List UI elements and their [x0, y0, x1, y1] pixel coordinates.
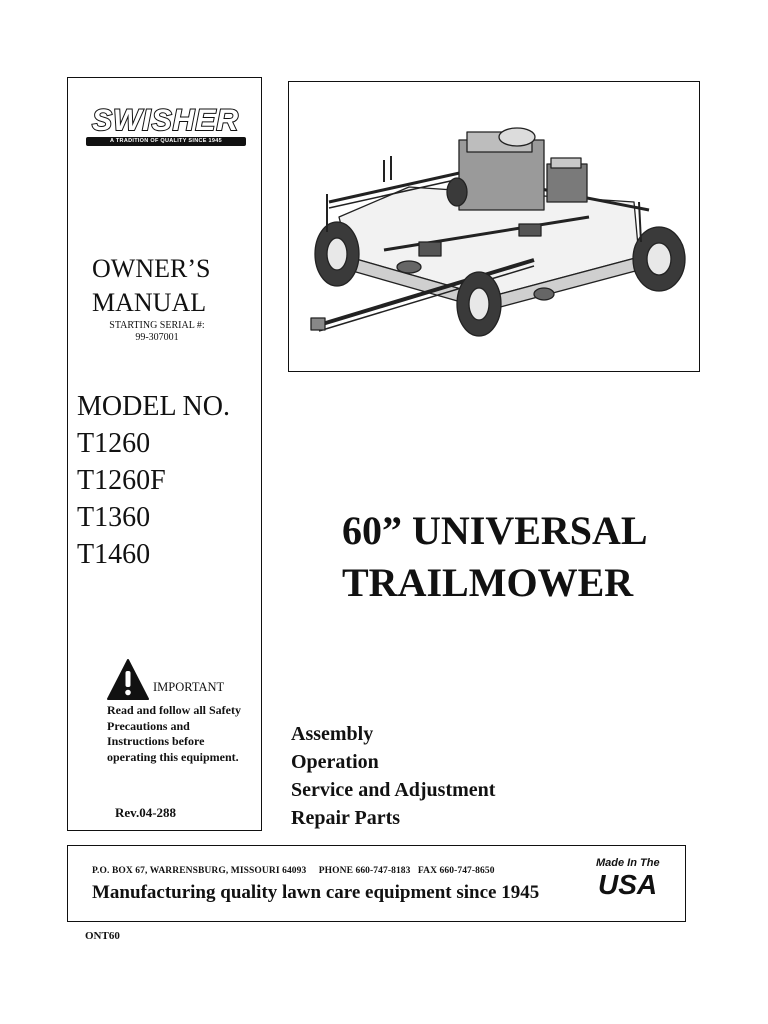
contents-item: Repair Parts — [291, 807, 401, 829]
made-in-country: USA — [598, 869, 658, 900]
contents-list — [291, 720, 495, 832]
contents-item: Service and Adjustment — [291, 779, 496, 801]
company-tagline: Manufacturing quality lawn care equipment since 1945 — [92, 882, 540, 903]
contents-item: Operation — [291, 751, 379, 773]
mower-illustration-frame — [288, 81, 700, 372]
logo-tagline: A TRADITION OF QUALITY SINCE 1945 — [110, 138, 222, 144]
product-title — [342, 505, 742, 609]
trailmower-illustration — [289, 82, 698, 370]
owners-line: OWNER’S — [92, 254, 211, 283]
model-item: T1260F — [77, 465, 166, 496]
contents-item: Assembly — [291, 723, 374, 745]
made-in-label: Made In The — [596, 857, 660, 869]
logo-wordmark: SWISHER — [91, 104, 239, 137]
swisher-logo — [78, 104, 253, 150]
company-address: P.O. BOX 67, WARRENSBURG, MISSOURI 64093 PHONE 660-747-8183 FAX 660-747-8650 — [92, 866, 495, 876]
serial-value: 99-307001 — [135, 332, 179, 343]
model-item: T1460 — [77, 539, 151, 570]
model-item: T1260 — [77, 428, 151, 459]
safety-warning-text: Read and follow all Safety Precautions and Instructions before operating this equipment. — [107, 703, 242, 764]
owners-manual-heading — [92, 252, 262, 320]
revision-number: Rev.04-288 — [115, 805, 177, 820]
model-item: T1360 — [77, 502, 151, 533]
important-label: IMPORTANT — [153, 680, 225, 694]
title-line: TRAILMOWER — [342, 560, 634, 605]
model-heading: MODEL NO. — [77, 391, 230, 422]
manual-line: MANUAL — [92, 288, 207, 317]
title-line: 60” UNIVERSAL — [342, 508, 648, 553]
document-code: ONT60 — [85, 930, 120, 942]
warning-triangle-icon — [106, 658, 150, 702]
model-list — [77, 388, 262, 573]
serial-label: STARTING SERIAL #: — [109, 320, 205, 331]
